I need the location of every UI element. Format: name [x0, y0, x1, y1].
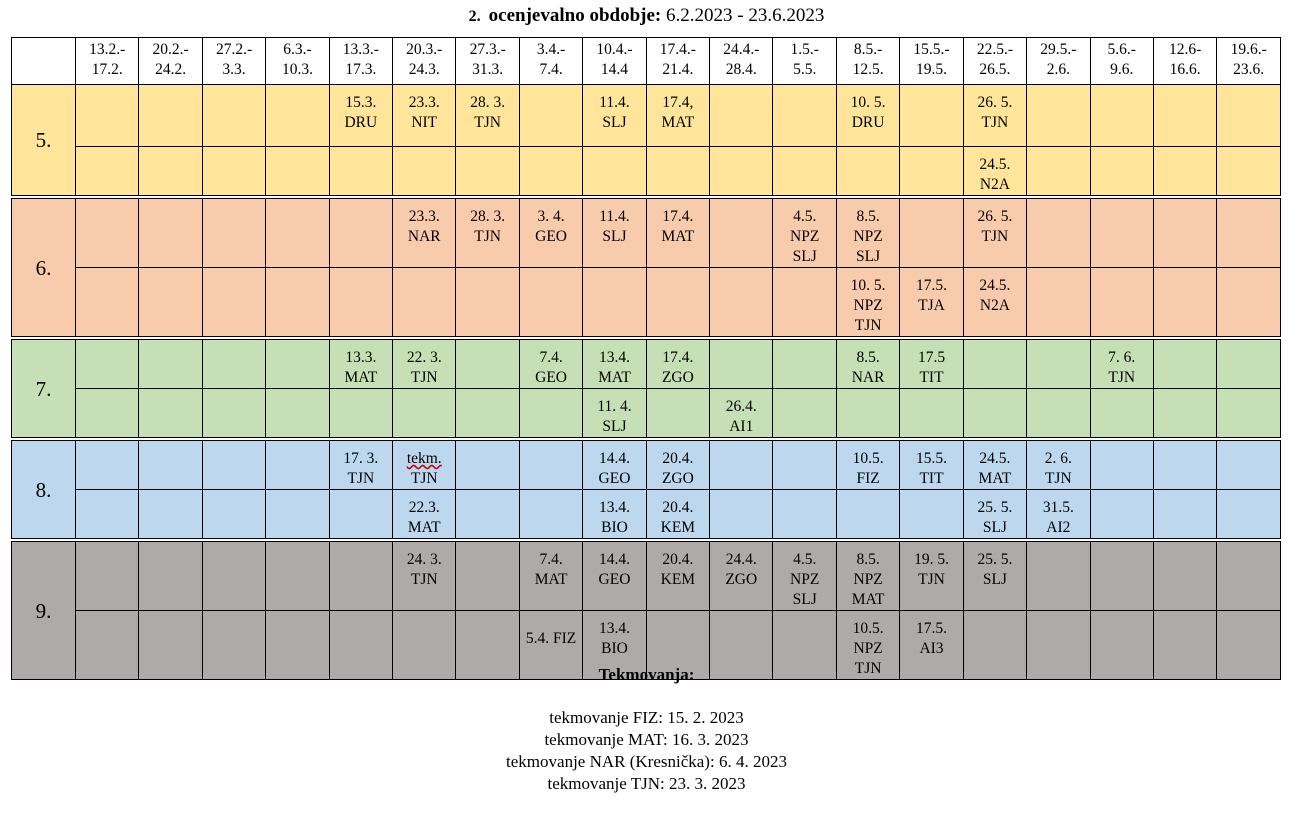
schedule-cell — [139, 147, 202, 196]
schedule-cell — [393, 389, 456, 438]
schedule-cell — [202, 542, 265, 611]
schedule-cell: 17. 3. TJN — [329, 441, 392, 490]
schedule-cell — [900, 389, 963, 438]
schedule-cell — [1217, 85, 1281, 147]
schedule-cell — [1090, 85, 1153, 147]
schedule-cell: 17.4. ZGO — [646, 340, 709, 389]
schedule-cell — [1217, 389, 1281, 438]
schedule-cell — [139, 268, 202, 337]
schedule-cell — [900, 85, 963, 147]
schedule-cell — [456, 389, 519, 438]
schedule-cell — [900, 199, 963, 268]
schedule-cell: 13.4. BIO — [583, 490, 646, 539]
week-header: 20.2.- 24.2. — [139, 38, 202, 85]
schedule-cell: 19. 5. TJN — [900, 542, 963, 611]
schedule-cell: 25. 5. SLJ — [963, 542, 1026, 611]
schedule-cell: 4.5. NPZ SLJ — [773, 542, 836, 611]
schedule-cell — [836, 490, 899, 539]
schedule-cell — [393, 268, 456, 337]
schedule-cell — [139, 542, 202, 611]
grade-row — [12, 268, 1281, 337]
schedule-cell — [266, 268, 329, 337]
schedule-cell: 20.4. ZGO — [646, 441, 709, 490]
schedule-cell — [329, 389, 392, 438]
competitions-heading-text: Tekmovanja: — [598, 665, 695, 684]
schedule-cell: 13.4. BIO — [583, 611, 646, 680]
schedule-cell — [1027, 85, 1090, 147]
schedule-cell — [393, 147, 456, 196]
schedule-cell — [76, 85, 139, 147]
schedule-cell: 7. 6. TJN — [1090, 340, 1153, 389]
schedule-cell — [266, 490, 329, 539]
schedule-cell — [900, 490, 963, 539]
schedule-cell — [76, 542, 139, 611]
period-label: ocenjevalno obdobje: — [488, 5, 662, 26]
schedule-cell — [1027, 268, 1090, 337]
schedule-cell — [76, 441, 139, 490]
grade-row — [12, 147, 1281, 196]
schedule-cell — [1027, 389, 1090, 438]
schedule-cell — [519, 268, 582, 337]
schedule-cell: 17.4. MAT — [646, 199, 709, 268]
schedule-cell: 3. 4. GEO — [519, 199, 582, 268]
schedule-cell: 23.3. NAR — [393, 199, 456, 268]
schedule-cell — [76, 490, 139, 539]
schedule-cell — [773, 441, 836, 490]
competition-item: tekmovanje FIZ: 15. 2. 2023 — [549, 708, 744, 727]
grade-row — [12, 441, 1281, 490]
schedule-cell: 8.5. NPZ MAT — [836, 542, 899, 611]
grade-row — [12, 199, 1281, 268]
schedule-cell — [329, 199, 392, 268]
schedule-cell — [456, 340, 519, 389]
schedule-cell: 22. 3. TJN — [393, 340, 456, 389]
schedule-cell — [773, 340, 836, 389]
schedule-cell: 2. 6. TJN — [1027, 441, 1090, 490]
schedule-cell — [76, 147, 139, 196]
schedule-cell: 13.4. MAT — [583, 340, 646, 389]
schedule-cell — [266, 199, 329, 268]
week-header: 29.5.- 2.6. — [1027, 38, 1090, 85]
competitions-list — [0, 707, 1293, 795]
schedule-cell — [139, 389, 202, 438]
grade-label: 9. — [12, 542, 76, 680]
schedule-cell: 7.4. GEO — [519, 340, 582, 389]
schedule-cell — [202, 147, 265, 196]
week-header: 24.4.- 28.4. — [710, 38, 773, 85]
schedule-cell — [1153, 268, 1216, 337]
schedule-cell — [139, 340, 202, 389]
schedule-cell: 17.5. TJA — [900, 268, 963, 337]
schedule-cell — [1217, 441, 1281, 490]
schedule-cell: 10.5. FIZ — [836, 441, 899, 490]
schedule-cell — [710, 441, 773, 490]
schedule-cell: 24.4. ZGO — [710, 542, 773, 611]
schedule-cell — [266, 340, 329, 389]
schedule-cell — [202, 340, 265, 389]
schedule-cell: 11.4. SLJ — [583, 199, 646, 268]
schedule-cell — [139, 490, 202, 539]
schedule-cell: 23.3. NIT — [393, 85, 456, 147]
schedule-cell: 24.5. N2A — [963, 268, 1026, 337]
schedule-cell — [1217, 490, 1281, 539]
schedule-cell — [202, 268, 265, 337]
schedule-cell — [1153, 389, 1216, 438]
schedule-cell — [583, 268, 646, 337]
schedule-cell: 24. 3. TJN — [393, 542, 456, 611]
schedule-cell: 17.5 TIT — [900, 340, 963, 389]
week-header: 12.6- 16.6. — [1153, 38, 1216, 85]
schedule-cell: 22.3. MAT — [393, 490, 456, 539]
schedule-cell: 17.5. AI3 — [900, 611, 963, 680]
week-header: 10.4.- 14.4 — [583, 38, 646, 85]
schedule-cell: 28. 3. TJN — [456, 85, 519, 147]
schedule-cell — [1153, 85, 1216, 147]
schedule-cell — [1027, 542, 1090, 611]
schedule-cell — [646, 268, 709, 337]
schedule-cell — [900, 147, 963, 196]
schedule-cell — [773, 490, 836, 539]
schedule-cell: 8.5. NAR — [836, 340, 899, 389]
schedule-cell — [1217, 340, 1281, 389]
competitions-heading — [0, 665, 1293, 685]
schedule-cell: 25. 5. SLJ — [963, 490, 1026, 539]
week-header: 6.3.- 10.3. — [266, 38, 329, 85]
schedule-cell — [329, 490, 392, 539]
schedule-cell — [1090, 147, 1153, 196]
week-header: 22.5.- 26.5. — [963, 38, 1026, 85]
grade-row — [12, 389, 1281, 438]
schedule-cell — [456, 490, 519, 539]
week-header: 3.4.- 7.4. — [519, 38, 582, 85]
schedule-cell: 10.5. NPZ TJN — [836, 611, 899, 680]
schedule-cell — [266, 85, 329, 147]
week-header: 13.3.- 17.3. — [329, 38, 392, 85]
schedule-cell — [266, 441, 329, 490]
schedule-cell — [710, 490, 773, 539]
schedule-cell — [519, 147, 582, 196]
page-title — [0, 4, 1293, 29]
schedule-cell — [76, 199, 139, 268]
schedule-cell — [139, 199, 202, 268]
grade-label: 6. — [12, 199, 76, 337]
schedule-cell — [836, 389, 899, 438]
schedule-cell — [836, 147, 899, 196]
schedule-cell — [710, 268, 773, 337]
schedule-cell — [266, 542, 329, 611]
schedule-cell — [76, 340, 139, 389]
competition-item: tekmovanje NAR (Kresnička): 6. 4. 2023 — [506, 752, 787, 771]
schedule-cell — [1153, 441, 1216, 490]
schedule-cell — [329, 542, 392, 611]
schedule-cell: 10. 5. DRU — [836, 85, 899, 147]
schedule-cell — [1090, 389, 1153, 438]
schedule-cell: 26. 5. TJN — [963, 199, 1026, 268]
schedule-cell: 14.4. GEO — [583, 542, 646, 611]
grade-label: 8. — [12, 441, 76, 539]
schedule-cell: 5.4. FIZ — [519, 611, 582, 680]
schedule-cell — [583, 147, 646, 196]
schedule-cell — [456, 542, 519, 611]
schedule-cell — [963, 389, 1026, 438]
schedule-cell: 10. 5. NPZ TJN — [836, 268, 899, 337]
grade-row — [12, 490, 1281, 539]
week-header: 17.4.- 21.4. — [646, 38, 709, 85]
schedule-cell — [76, 268, 139, 337]
week-header: 8.5.- 12.5. — [836, 38, 899, 85]
schedule-cell — [1090, 542, 1153, 611]
schedule-cell: tekm. TJN — [393, 441, 456, 490]
week-header: 27.2.- 3.3. — [202, 38, 265, 85]
schedule-cell — [1090, 268, 1153, 337]
schedule-cell: 26.4. AI1 — [710, 389, 773, 438]
grade-label: 5. — [12, 85, 76, 196]
schedule-cell — [202, 441, 265, 490]
schedule-cell — [139, 441, 202, 490]
schedule-cell — [456, 441, 519, 490]
schedule-cell — [519, 441, 582, 490]
schedule-cell — [519, 85, 582, 147]
schedule-cell — [329, 268, 392, 337]
schedule-cell — [710, 199, 773, 268]
schedule-cell: 20.4. KEM — [646, 490, 709, 539]
schedule-cell: 31.5. AI2 — [1027, 490, 1090, 539]
schedule-cell — [1217, 199, 1281, 268]
grade-row — [12, 340, 1281, 389]
period-range: 6.2.2023 - 23.6.2023 — [666, 5, 825, 26]
week-header: 20.3.- 24.3. — [393, 38, 456, 85]
schedule-cell: 20.4. KEM — [646, 542, 709, 611]
schedule-cell — [456, 147, 519, 196]
schedule-cell: 8.5. NPZ SLJ — [836, 199, 899, 268]
schedule-cell: 24.5. MAT — [963, 441, 1026, 490]
schedule-cell — [1153, 542, 1216, 611]
schedule-cell — [963, 340, 1026, 389]
schedule-cell — [139, 85, 202, 147]
week-header-row — [12, 38, 1281, 85]
schedule-cell — [1090, 199, 1153, 268]
schedule-cell: 4.5. NPZ SLJ — [773, 199, 836, 268]
schedule-cell — [1153, 490, 1216, 539]
schedule-cell — [202, 85, 265, 147]
week-header: 5.6.- 9.6. — [1090, 38, 1153, 85]
schedule-cell: 11. 4. SLJ — [583, 389, 646, 438]
grade-row — [12, 85, 1281, 147]
schedule-cell: 15.3. DRU — [329, 85, 392, 147]
schedule-cell — [773, 268, 836, 337]
competition-item: tekmovanje TJN: 23. 3. 2023 — [547, 774, 746, 793]
week-header: 1.5.- 5.5. — [773, 38, 836, 85]
schedule-cell — [710, 147, 773, 196]
grade-label: 7. — [12, 340, 76, 438]
schedule-cell — [1153, 340, 1216, 389]
schedule-cell — [1153, 199, 1216, 268]
schedule-cell: 28. 3. TJN — [456, 199, 519, 268]
period-number: 2. — [468, 8, 481, 25]
schedule-cell: 24.5. N2A — [963, 147, 1026, 196]
assessment-schedule-table — [11, 37, 1281, 680]
schedule-cell — [1027, 147, 1090, 196]
schedule-cell — [773, 147, 836, 196]
schedule-cell — [202, 490, 265, 539]
schedule-cell — [202, 389, 265, 438]
schedule-cell: 17.4, MAT — [646, 85, 709, 147]
schedule-cell: 13.3. MAT — [329, 340, 392, 389]
week-header: 27.3.- 31.3. — [456, 38, 519, 85]
schedule-cell — [773, 85, 836, 147]
schedule-cell — [1153, 147, 1216, 196]
schedule-cell — [1217, 542, 1281, 611]
week-header: 15.5.- 19.5. — [900, 38, 963, 85]
schedule-cell — [329, 147, 392, 196]
schedule-cell: 14.4. GEO — [583, 441, 646, 490]
grade-row — [12, 542, 1281, 611]
schedule-cell — [266, 389, 329, 438]
week-header: 19.6.- 23.6. — [1217, 38, 1281, 85]
schedule-cell — [1027, 340, 1090, 389]
schedule-cell: 7.4. MAT — [519, 542, 582, 611]
schedule-cell — [710, 85, 773, 147]
header-corner — [12, 38, 76, 85]
schedule-cell — [266, 147, 329, 196]
schedule-cell — [773, 389, 836, 438]
spellcheck-marked-word: tekm. — [406, 450, 442, 467]
schedule-cell: 11.4. SLJ — [583, 85, 646, 147]
schedule-cell — [76, 389, 139, 438]
schedule-cell: 26. 5. TJN — [963, 85, 1026, 147]
schedule-cell — [1217, 147, 1281, 196]
schedule-cell — [519, 490, 582, 539]
schedule-cell — [646, 147, 709, 196]
schedule-cell — [710, 340, 773, 389]
schedule-cell — [646, 389, 709, 438]
schedule-cell: 15.5. TIT — [900, 441, 963, 490]
competition-item: tekmovanje MAT: 16. 3. 2023 — [544, 730, 749, 749]
schedule-cell — [1217, 268, 1281, 337]
schedule-cell — [1027, 199, 1090, 268]
schedule-cell — [1090, 441, 1153, 490]
schedule-cell — [202, 199, 265, 268]
schedule-cell — [1090, 490, 1153, 539]
week-header: 13.2.- 17.2. — [76, 38, 139, 85]
schedule-cell — [519, 389, 582, 438]
schedule-cell — [456, 268, 519, 337]
